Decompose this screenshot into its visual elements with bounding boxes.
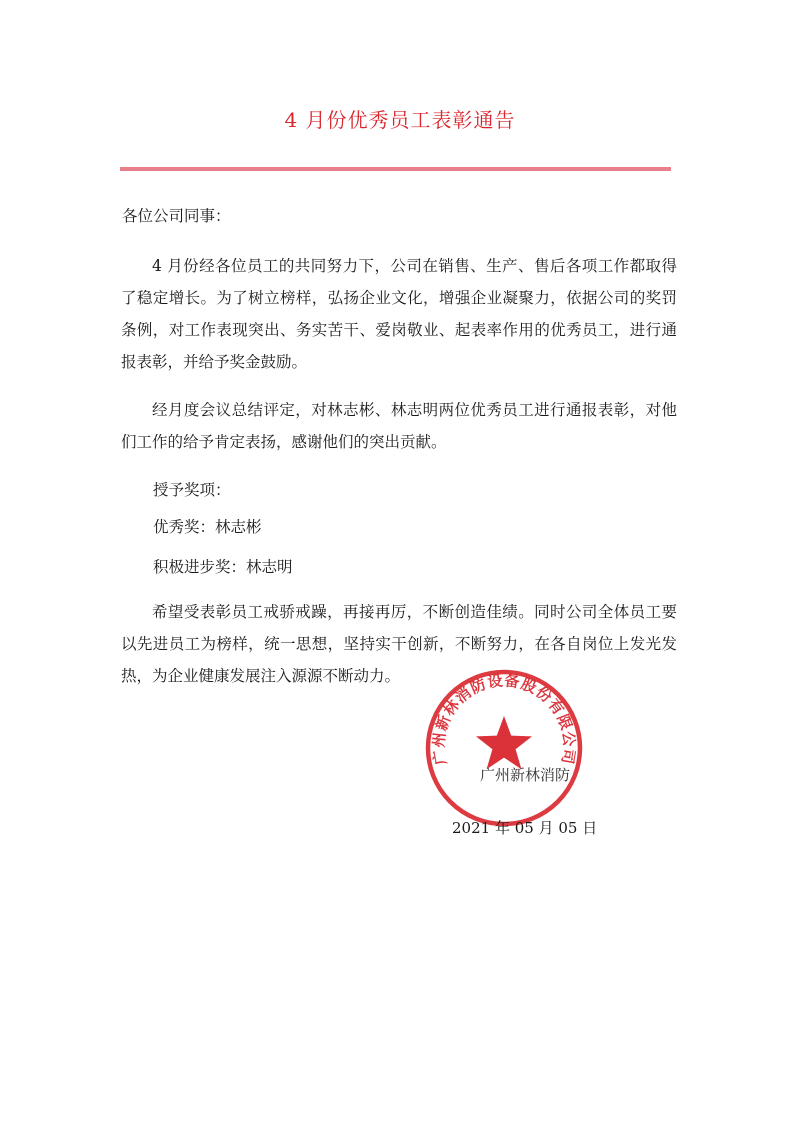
title-divider	[120, 167, 671, 171]
seal-text: 广州新林消防设备股份有限公司	[429, 671, 579, 767]
awards-heading: 授予奖项：	[153, 481, 231, 499]
paragraph-intro: 4 月份经各位员工的共同努力下，公司在销售、生产、售后各项工作都取得了稳定增长。为了树立榜样，弘扬企业文化，增强企业凝聚力，依据公司的奖罚条例，对工作表现突出、务实苦干、爱岗敬业、起表率作用的优秀员工，进行通报表彰，并给予奖金鼓励。	[121, 257, 677, 371]
award-excellent: 优秀奖：林志彬	[153, 518, 262, 536]
signature-date: 2021 年 05 月 05 日	[452, 819, 598, 837]
greeting: 各位公司同事：	[122, 207, 231, 225]
company-seal-icon	[424, 668, 584, 828]
award-progress: 积极进步奖：林志明	[153, 558, 293, 576]
notice-title: 4 月份优秀员工表彰通告	[284, 108, 516, 132]
signature-company: 广州新林消防	[480, 766, 571, 784]
paragraph-commendation: 经月度会议总结评定，对林志彬、林志明两位优秀员工进行通报表彰，对他们工作的给予肯定表扬，感谢他们的突出贡献。	[121, 401, 677, 451]
paragraph-closing: 希望受表彰员工戒骄戒躁，再接再厉，不断创造佳绩。同时公司全体员工要以先进员工为榜样，统一思想，坚持实干创新，不断努力，在各自岗位上发光发热，为企业健康发展注入源源不断动力。	[121, 603, 677, 685]
